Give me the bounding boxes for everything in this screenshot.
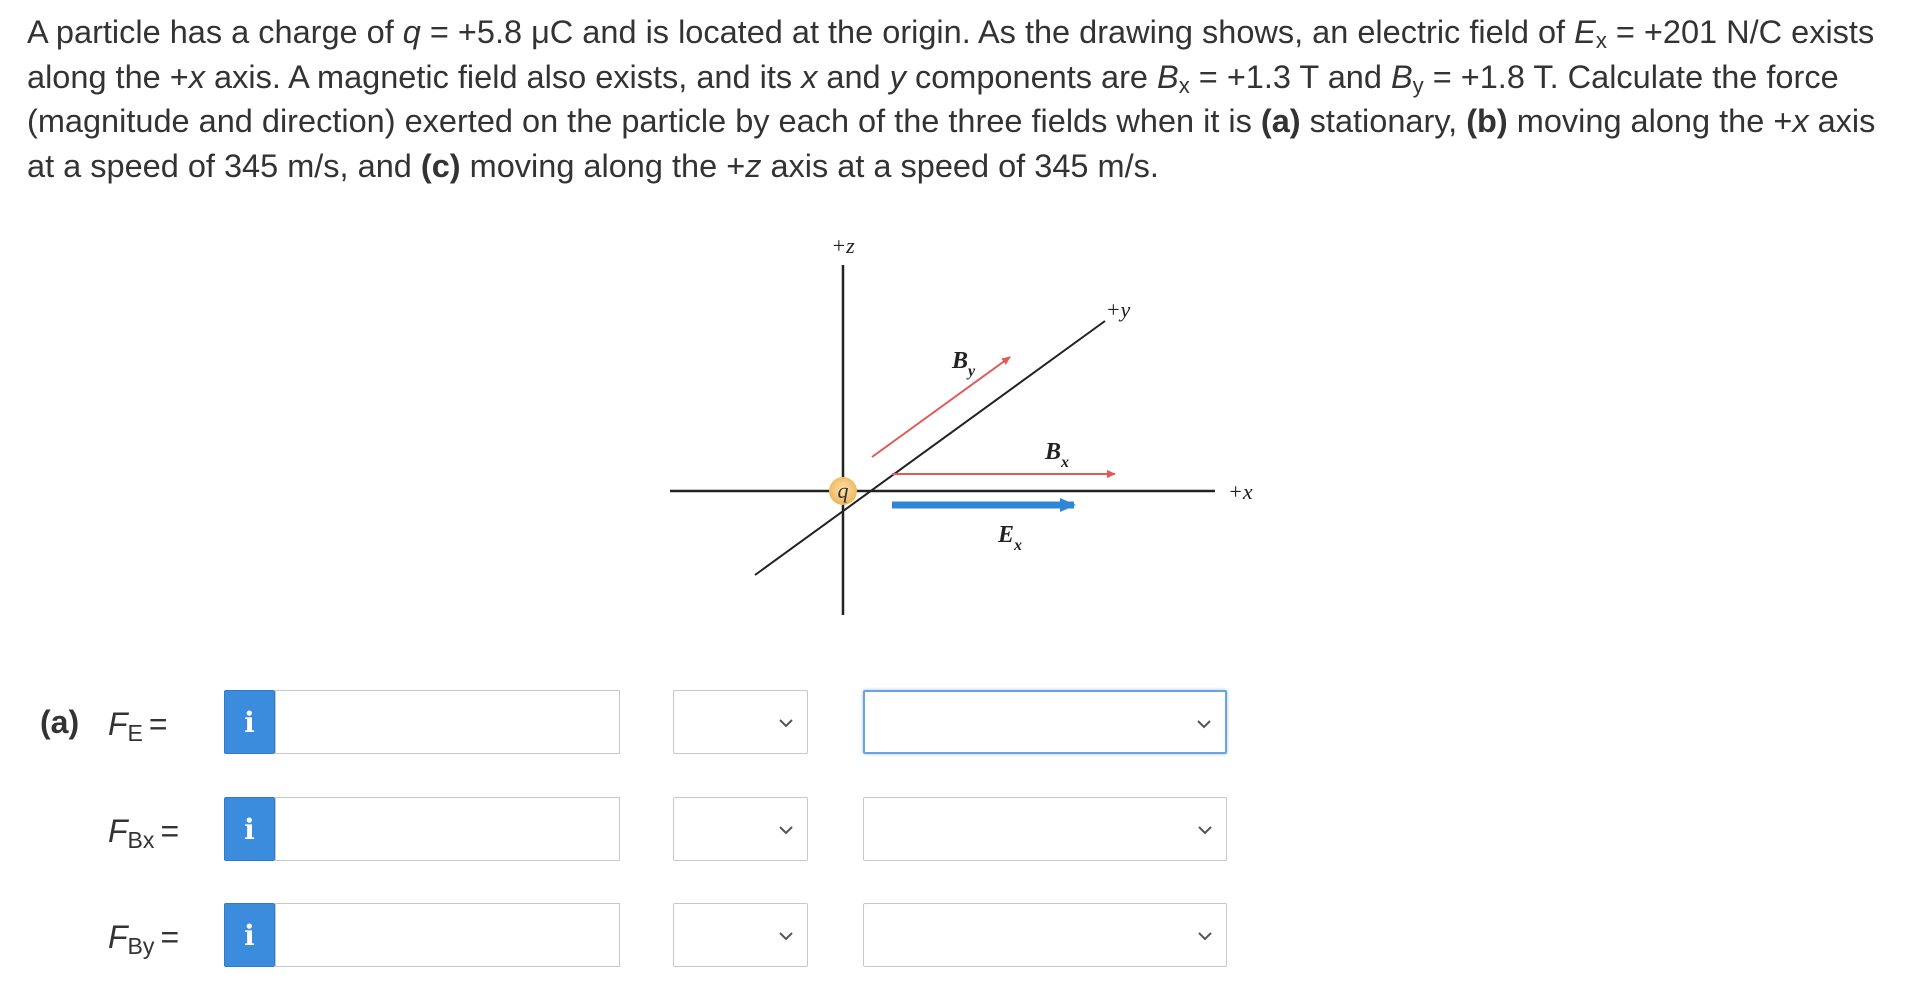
fe-label: $F_E$ = [108, 706, 168, 746]
fbx-info-button[interactable]: i [224, 797, 275, 861]
fe-unit-select[interactable] [673, 690, 808, 754]
fby-direction-select[interactable] [863, 903, 1227, 967]
fby-value-input[interactable] [275, 903, 620, 967]
fby-label: $F_{By}$ = [108, 919, 180, 959]
fbx-unit-select[interactable] [673, 797, 808, 861]
answer-row-fe [0, 690, 1908, 760]
charge-label: q [837, 478, 849, 503]
chevron-down-icon [777, 714, 795, 732]
by-arrow [872, 357, 1010, 457]
fby-info-button[interactable]: i [224, 903, 275, 967]
field-diagram [660, 225, 1280, 625]
y-axis-label: +y [1105, 297, 1131, 322]
fe-value-input[interactable] [275, 690, 620, 754]
problem-statement: A particle has a charge of q = +5.8 μC and is located at the origin. As the drawing shows, an electric field of $E_x = +201$ N/C exists along the +x axis. A magnetic field also exists, and its x and y components are $B_x = +1.3$ T and $B_y = +1.8$ T. Calculate the force (magnitude and direction) exerted on the particle by each of the three fields when it is (a) stationary, (b) moving along the +x axis at a speed of 345 m/s, and (c) moving along the +z axis at a speed of 345 m/s. [27, 14, 1876, 184]
z-axis-label: +z [831, 233, 855, 258]
fbx-value-input[interactable] [275, 797, 620, 861]
by-label: $B_y$ [952, 348, 976, 380]
fby-unit-select[interactable] [673, 903, 808, 967]
chevron-down-icon [777, 821, 795, 839]
answer-row-fby [0, 903, 1908, 973]
fe-direction-select[interactable] [863, 690, 1227, 754]
part-a-label: (a) [40, 704, 80, 740]
answer-row-fbx [0, 797, 1908, 867]
fbx-label: $F_{Bx}$ = [108, 813, 180, 853]
x-axis-label: +x [1228, 479, 1253, 504]
chevron-down-icon [777, 927, 795, 945]
chevron-down-icon [1195, 715, 1213, 733]
fe-info-button[interactable]: i [224, 690, 275, 754]
fbx-direction-select[interactable] [863, 797, 1227, 861]
ex-label: $E_x$ [998, 522, 1023, 554]
chevron-down-icon [1196, 927, 1214, 945]
bx-label: $B_x$ [1045, 439, 1070, 471]
chevron-down-icon [1196, 821, 1214, 839]
